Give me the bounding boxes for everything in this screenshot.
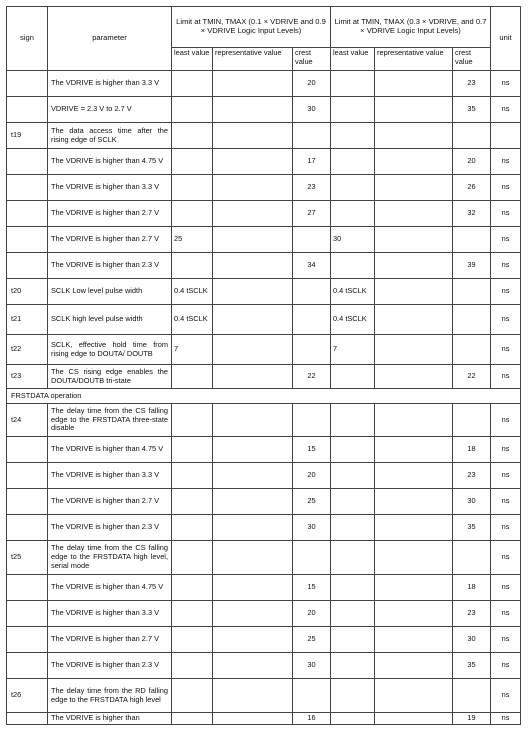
cell-unit: ns — [491, 541, 521, 575]
table-row — [7, 71, 521, 97]
cell-sign: t24 — [7, 404, 48, 437]
cell-least-value-1: 0.4 tSCLK — [172, 305, 213, 335]
cell-sign — [7, 71, 48, 97]
cell-parameter: The VDRIVE is higher than 3.3 V — [48, 71, 172, 97]
cell-crest-value-1 — [293, 279, 331, 305]
cell-sign — [7, 575, 48, 601]
cell-unit: ns — [491, 575, 521, 601]
cell-representative-value-2 — [375, 541, 453, 575]
cell-representative-value-1 — [213, 365, 293, 389]
cell-sign — [7, 713, 48, 725]
cell-sign — [7, 601, 48, 627]
cell-crest-value-2: 23 — [453, 71, 491, 97]
cell-parameter: The delay time from the CS falling edge to the FRSTDATA three-state disable — [48, 404, 172, 437]
cell-crest-value-2: 30 — [453, 489, 491, 515]
cell-crest-value-2: 30 — [453, 627, 491, 653]
cell-representative-value-2 — [375, 601, 453, 627]
cell-parameter: The data access time after the rising edge of SCLK — [48, 123, 172, 149]
table-row — [7, 97, 521, 123]
table-row — [7, 201, 521, 227]
cell-least-value-2 — [331, 601, 375, 627]
cell-sign: t20 — [7, 279, 48, 305]
header-crest-value: crest value — [293, 48, 331, 71]
cell-crest-value-1 — [293, 679, 331, 713]
cell-crest-value-2: 18 — [453, 575, 491, 601]
cell-unit: ns — [491, 627, 521, 653]
cell-parameter: The VDRIVE is higher than 2.7 V — [48, 489, 172, 515]
cell-sign — [7, 253, 48, 279]
cell-least-value-1 — [172, 489, 213, 515]
cell-crest-value-2: 35 — [453, 515, 491, 541]
cell-representative-value-1 — [213, 149, 293, 175]
cell-least-value-2 — [331, 201, 375, 227]
table-row — [7, 389, 521, 404]
cell-least-value-2 — [331, 365, 375, 389]
cell-crest-value-1: 22 — [293, 365, 331, 389]
cell-least-value-2 — [331, 149, 375, 175]
cell-representative-value-2 — [375, 71, 453, 97]
cell-crest-value-2: 32 — [453, 201, 491, 227]
cell-crest-value-2: 39 — [453, 253, 491, 279]
cell-least-value-1 — [172, 463, 213, 489]
cell-least-value-1 — [172, 575, 213, 601]
cell-least-value-1 — [172, 601, 213, 627]
cell-representative-value-1 — [213, 713, 293, 725]
cell-sign — [7, 149, 48, 175]
cell-crest-value-1: 20 — [293, 71, 331, 97]
cell-least-value-1 — [172, 541, 213, 575]
cell-crest-value-1: 15 — [293, 437, 331, 463]
cell-parameter: SCLK high level pulse width — [48, 305, 172, 335]
cell-sign — [7, 175, 48, 201]
table-row — [7, 713, 521, 725]
cell-representative-value-1 — [213, 541, 293, 575]
cell-unit: ns — [491, 335, 521, 365]
cell-representative-value-2 — [375, 253, 453, 279]
cell-representative-value-1 — [213, 227, 293, 253]
cell-unit: ns — [491, 201, 521, 227]
cell-crest-value-1: 23 — [293, 175, 331, 201]
cell-representative-value-2 — [375, 437, 453, 463]
cell-least-value-2: 0.4 tSCLK — [331, 305, 375, 335]
cell-least-value-1 — [172, 365, 213, 389]
cell-representative-value-2 — [375, 713, 453, 725]
cell-representative-value-2 — [375, 227, 453, 253]
cell-unit: ns — [491, 305, 521, 335]
cell-crest-value-2 — [453, 541, 491, 575]
cell-representative-value-1 — [213, 463, 293, 489]
cell-crest-value-2: 18 — [453, 437, 491, 463]
cell-least-value-1 — [172, 71, 213, 97]
cell-crest-value-2: 26 — [453, 175, 491, 201]
table-row — [7, 335, 521, 365]
cell-representative-value-2 — [375, 515, 453, 541]
cell-crest-value-1: 20 — [293, 463, 331, 489]
cell-representative-value-2 — [375, 575, 453, 601]
cell-parameter: The VDRIVE is higher than 4.75 V — [48, 437, 172, 463]
cell-sign — [7, 97, 48, 123]
table-row — [7, 253, 521, 279]
cell-crest-value-1 — [293, 227, 331, 253]
cell-representative-value-1 — [213, 305, 293, 335]
table-row — [7, 175, 521, 201]
cell-representative-value-1 — [213, 175, 293, 201]
cell-crest-value-2 — [453, 279, 491, 305]
cell-representative-value-2 — [375, 201, 453, 227]
cell-crest-value-2 — [453, 123, 491, 149]
cell-least-value-2 — [331, 541, 375, 575]
cell-crest-value-1: 30 — [293, 653, 331, 679]
cell-unit: ns — [491, 515, 521, 541]
table-row — [7, 227, 521, 253]
cell-parameter: The VDRIVE is higher than 2.3 V — [48, 653, 172, 679]
cell-representative-value-1 — [213, 627, 293, 653]
header-representative-value: representative value — [375, 48, 453, 71]
cell-parameter: The VDRIVE is higher than 3.3 V — [48, 601, 172, 627]
cell-sign — [7, 463, 48, 489]
cell-crest-value-1: 30 — [293, 515, 331, 541]
cell-unit: ns — [491, 679, 521, 713]
cell-representative-value-2 — [375, 365, 453, 389]
cell-parameter: The VDRIVE is higher than 3.3 V — [48, 463, 172, 489]
cell-crest-value-1: 20 — [293, 601, 331, 627]
cell-parameter: The delay time from the CS falling edge to the FRSTDATA high level, serial mode — [48, 541, 172, 575]
cell-least-value-1 — [172, 713, 213, 725]
cell-unit: ns — [491, 365, 521, 389]
cell-least-value-2 — [331, 97, 375, 123]
header-unit: unit — [491, 7, 521, 71]
table-row — [7, 515, 521, 541]
cell-crest-value-1 — [293, 335, 331, 365]
table-row — [7, 463, 521, 489]
cell-representative-value-2 — [375, 679, 453, 713]
cell-crest-value-1: 17 — [293, 149, 331, 175]
table-row — [7, 489, 521, 515]
cell-sign: t23 — [7, 365, 48, 389]
cell-representative-value-2 — [375, 463, 453, 489]
cell-crest-value-1: 15 — [293, 575, 331, 601]
cell-unit: ns — [491, 489, 521, 515]
table-row — [7, 601, 521, 627]
table-body — [7, 71, 521, 725]
cell-sign — [7, 437, 48, 463]
cell-parameter: The VDRIVE is higher than 2.7 V — [48, 201, 172, 227]
cell-crest-value-2: 22 — [453, 365, 491, 389]
cell-least-value-2 — [331, 175, 375, 201]
table-row — [7, 279, 521, 305]
cell-crest-value-1: 25 — [293, 489, 331, 515]
table-row — [7, 365, 521, 389]
cell-unit: ns — [491, 175, 521, 201]
cell-least-value-2: 7 — [331, 335, 375, 365]
cell-sign — [7, 227, 48, 253]
cell-unit: ns — [491, 71, 521, 97]
cell-crest-value-1 — [293, 305, 331, 335]
table-row — [7, 123, 521, 149]
cell-parameter: The VDRIVE is higher than 4.75 V — [48, 149, 172, 175]
cell-representative-value-1 — [213, 437, 293, 463]
cell-least-value-1 — [172, 123, 213, 149]
cell-sign: t21 — [7, 305, 48, 335]
header-representative-value: representative value — [213, 48, 293, 71]
cell-least-value-1 — [172, 149, 213, 175]
cell-crest-value-2 — [453, 679, 491, 713]
cell-representative-value-2 — [375, 404, 453, 437]
cell-least-value-2 — [331, 653, 375, 679]
cell-crest-value-2: 23 — [453, 463, 491, 489]
cell-crest-value-2 — [453, 305, 491, 335]
cell-representative-value-1 — [213, 279, 293, 305]
cell-sign — [7, 653, 48, 679]
cell-least-value-2 — [331, 123, 375, 149]
cell-representative-value-2 — [375, 123, 453, 149]
cell-least-value-2 — [331, 489, 375, 515]
cell-representative-value-2 — [375, 97, 453, 123]
cell-parameter: VDRIVE = 2.3 V to 2.7 V — [48, 97, 172, 123]
table-row — [7, 541, 521, 575]
table-row — [7, 627, 521, 653]
cell-least-value-2: 30 — [331, 227, 375, 253]
cell-representative-value-1 — [213, 201, 293, 227]
cell-parameter: The VDRIVE is higher than 2.7 V — [48, 227, 172, 253]
cell-representative-value-2 — [375, 335, 453, 365]
cell-unit: ns — [491, 149, 521, 175]
cell-parameter: The delay time from the RD falling edge to the FRSTDATA high level — [48, 679, 172, 713]
cell-unit: ns — [491, 404, 521, 437]
cell-crest-value-2: 19 — [453, 713, 491, 725]
cell-least-value-2 — [331, 71, 375, 97]
cell-representative-value-2 — [375, 627, 453, 653]
cell-least-value-2 — [331, 253, 375, 279]
cell-crest-value-2: 23 — [453, 601, 491, 627]
cell-least-value-2 — [331, 463, 375, 489]
cell-least-value-2: 0.4 tSCLK — [331, 279, 375, 305]
cell-representative-value-2 — [375, 175, 453, 201]
table-row — [7, 575, 521, 601]
cell-crest-value-2 — [453, 404, 491, 437]
cell-least-value-1 — [172, 437, 213, 463]
header-limit-group-2: Limit at TMIN, TMAX (0.3 × VDRIVE, and 0.7 × VDRIVE Logic Input Levels) — [331, 7, 491, 48]
cell-crest-value-2: 20 — [453, 149, 491, 175]
cell-unit: ns — [491, 437, 521, 463]
cell-sign: t25 — [7, 541, 48, 575]
cell-representative-value-1 — [213, 253, 293, 279]
cell-unit: ns — [491, 463, 521, 489]
header-crest-value: crest value — [453, 48, 491, 71]
cell-least-value-2 — [331, 713, 375, 725]
header-least-value: least value — [172, 48, 213, 71]
cell-parameter: The VDRIVE is higher than 4.75 V — [48, 575, 172, 601]
cell-parameter: The VDRIVE is higher than 2.7 V — [48, 627, 172, 653]
cell-unit: ns — [491, 653, 521, 679]
cell-crest-value-1: 34 — [293, 253, 331, 279]
cell-representative-value-2 — [375, 489, 453, 515]
cell-representative-value-1 — [213, 97, 293, 123]
timing-spec-table — [6, 6, 521, 725]
cell-representative-value-1 — [213, 515, 293, 541]
header-sign: sign — [7, 7, 48, 71]
cell-representative-value-1 — [213, 575, 293, 601]
cell-representative-value-1 — [213, 489, 293, 515]
cell-parameter: SCLK Low level pulse width — [48, 279, 172, 305]
table-row — [7, 404, 521, 437]
cell-sign: t22 — [7, 335, 48, 365]
cell-parameter: SCLK, effective hold time from rising edge to DOUTA/ DOUTB — [48, 335, 172, 365]
cell-representative-value-2 — [375, 653, 453, 679]
cell-sign: t19 — [7, 123, 48, 149]
cell-least-value-1: 25 — [172, 227, 213, 253]
header-parameter: parameter — [48, 7, 172, 71]
table-row — [7, 305, 521, 335]
cell-sign — [7, 489, 48, 515]
cell-parameter: The CS rising edge enables the DOUTA/DOUTB tri-state — [48, 365, 172, 389]
cell-sign — [7, 515, 48, 541]
cell-representative-value-2 — [375, 305, 453, 335]
cell-representative-value-1 — [213, 123, 293, 149]
cell-parameter: The VDRIVE is higher than 2.3 V — [48, 515, 172, 541]
cell-representative-value-1 — [213, 679, 293, 713]
cell-least-value-1 — [172, 175, 213, 201]
cell-crest-value-2: 35 — [453, 97, 491, 123]
cell-representative-value-1 — [213, 71, 293, 97]
cell-least-value-2 — [331, 679, 375, 713]
cell-least-value-1 — [172, 627, 213, 653]
cell-representative-value-1 — [213, 335, 293, 365]
cell-least-value-1 — [172, 253, 213, 279]
table-row — [7, 149, 521, 175]
cell-representative-value-1 — [213, 404, 293, 437]
cell-least-value-2 — [331, 437, 375, 463]
header-least-value: least value — [331, 48, 375, 71]
cell-representative-value-2 — [375, 279, 453, 305]
cell-representative-value-1 — [213, 653, 293, 679]
cell-least-value-2 — [331, 404, 375, 437]
cell-unit: ns — [491, 279, 521, 305]
cell-parameter: The VDRIVE is higher than 2.3 V — [48, 253, 172, 279]
cell-least-value-1: 0.4 tSCLK — [172, 279, 213, 305]
cell-crest-value-1: 16 — [293, 713, 331, 725]
cell-sign — [7, 627, 48, 653]
cell-crest-value-2: 35 — [453, 653, 491, 679]
cell-parameter: The VDRIVE is higher than 3.3 V — [48, 175, 172, 201]
cell-least-value-1 — [172, 515, 213, 541]
cell-unit: ns — [491, 253, 521, 279]
cell-crest-value-1: 27 — [293, 201, 331, 227]
cell-unit: ns — [491, 97, 521, 123]
cell-sign — [7, 201, 48, 227]
cell-least-value-1 — [172, 679, 213, 713]
cell-least-value-1 — [172, 201, 213, 227]
cell-unit: ns — [491, 227, 521, 253]
cell-unit: ns — [491, 713, 521, 725]
cell-unit: ns — [491, 601, 521, 627]
header-limit-group-1: Limit at TMIN, TMAX (0.1 × VDRIVE and 0.9 × VDRIVE Logic Input Levels) — [172, 7, 331, 48]
table-row — [7, 653, 521, 679]
cell-least-value-2 — [331, 515, 375, 541]
table-row — [7, 679, 521, 713]
cell-least-value-2 — [331, 627, 375, 653]
cell-crest-value-1 — [293, 541, 331, 575]
cell-crest-value-2 — [453, 227, 491, 253]
cell-crest-value-1: 25 — [293, 627, 331, 653]
cell-least-value-2 — [331, 575, 375, 601]
cell-sign: t26 — [7, 679, 48, 713]
cell-representative-value-1 — [213, 601, 293, 627]
cell-crest-value-2 — [453, 335, 491, 365]
cell-unit — [491, 123, 521, 149]
table-row — [7, 437, 521, 463]
cell-representative-value-2 — [375, 149, 453, 175]
cell-parameter: The VDRIVE is higher than — [48, 713, 172, 725]
cell-least-value-1 — [172, 97, 213, 123]
section-heading: FRSTDATA operation — [7, 389, 521, 404]
cell-crest-value-1 — [293, 404, 331, 437]
cell-least-value-1 — [172, 653, 213, 679]
cell-crest-value-1 — [293, 123, 331, 149]
cell-crest-value-1: 30 — [293, 97, 331, 123]
cell-least-value-1: 7 — [172, 335, 213, 365]
cell-least-value-1 — [172, 404, 213, 437]
